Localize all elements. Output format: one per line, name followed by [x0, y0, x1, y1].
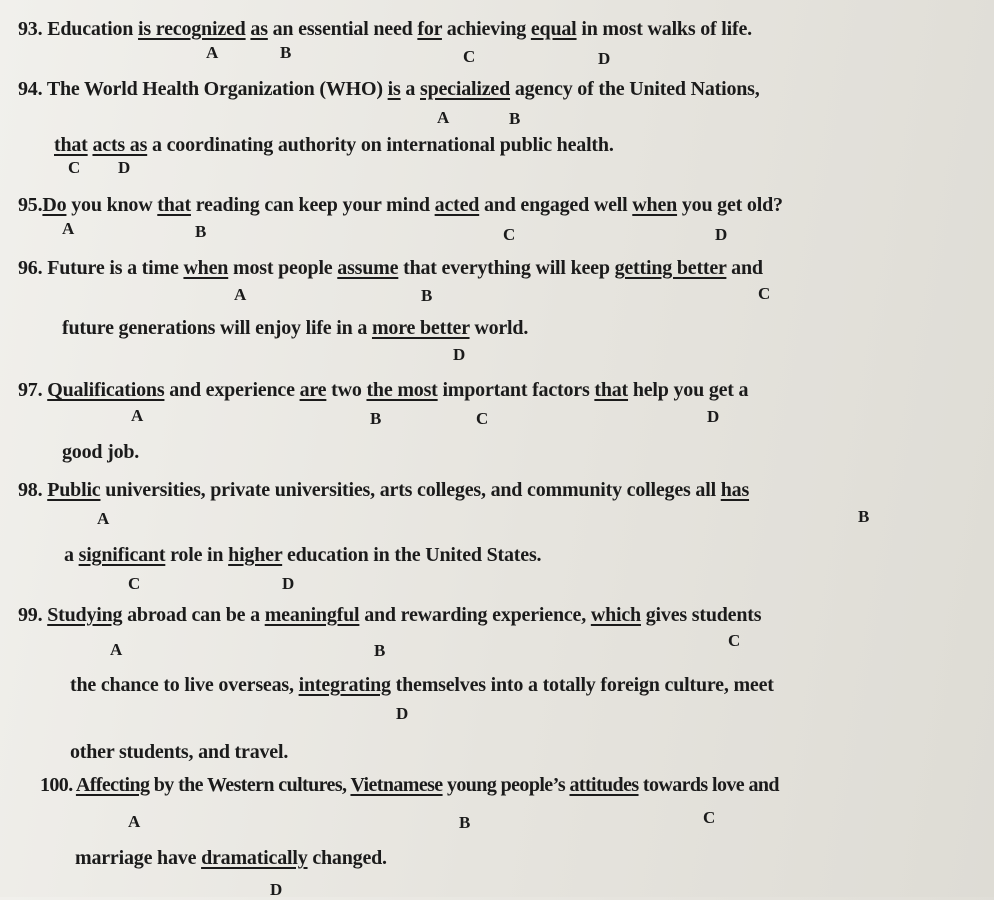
question-number: 100. [40, 774, 73, 796]
option-b-text: are [299, 379, 327, 401]
option-b-text: assume [337, 257, 399, 279]
option-c-text: that [54, 134, 88, 156]
label-d: D [118, 158, 131, 177]
label-b: B [858, 507, 870, 526]
label-d: D [715, 225, 728, 244]
option-d-text: more better [371, 317, 470, 339]
label-b: B [280, 43, 292, 62]
option-c-text: the most [366, 379, 438, 401]
question-96-line-2: future generations will enjoy life in a more better world. [62, 317, 529, 339]
label-a: A [128, 812, 141, 831]
question-number: 96. [18, 257, 43, 279]
label-c: C [128, 574, 141, 593]
label-c: C [758, 284, 771, 303]
option-a-text: when [183, 257, 229, 279]
question-98-line-1: 98. Public universities, private universities, arts colleges, and community colleges all has [18, 479, 750, 501]
label-b: B [374, 641, 386, 660]
option-c-text: which [590, 604, 641, 626]
option-b-text: meaningful [264, 604, 360, 626]
label-a: A [131, 406, 144, 425]
label-a: A [97, 509, 110, 528]
question-96-line-1: 96. Future is a time when most people assume that everything will keep getting better and [18, 257, 763, 279]
option-c-text: getting better [614, 257, 727, 279]
label-d: D [707, 407, 720, 426]
question-99-line-2: the chance to live overseas, integrating themselves into a totally foreign culture, meet [70, 674, 774, 696]
label-b: B [421, 286, 433, 305]
question-93-line-1: 93. Education is recognized as an essential need for achieving equal in most walks of life. [18, 18, 752, 40]
question-number: 94. [18, 78, 43, 100]
option-d-text: acts as [92, 134, 148, 156]
option-d-text: that [594, 379, 629, 401]
label-d: D [396, 704, 409, 723]
label-d: D [270, 880, 283, 899]
label-c: C [476, 409, 489, 428]
label-d: D [598, 49, 611, 68]
option-d-text: dramatically [201, 847, 308, 869]
label-d: D [282, 574, 295, 593]
question-97-line-2: good job. [62, 441, 140, 463]
label-a: A [110, 640, 123, 659]
option-a-text: Affecting [75, 774, 150, 796]
question-number: 99. [18, 604, 43, 626]
option-d-text: higher [228, 544, 283, 566]
option-b-text: as [250, 18, 268, 40]
label-c: C [728, 631, 741, 650]
label-b: B [370, 409, 382, 428]
option-a-text: Do [42, 194, 67, 216]
question-98-line-2: a significant role in higher education in the United States. [64, 544, 542, 566]
question-number: 97. [18, 379, 43, 401]
label-b: B [459, 813, 471, 832]
option-b-text: has [720, 479, 750, 501]
question-99-line-1: 99. Studying abroad can be a meaningful and rewarding experience, which gives students [18, 604, 762, 626]
option-c-text: attitudes [569, 774, 639, 796]
question-95-line-1: 95.Do you know that reading can keep your mind acted and engaged well when you get old? [18, 194, 783, 216]
label-c: C [68, 158, 81, 177]
option-a-text: is [387, 78, 401, 100]
option-b-text: that [157, 194, 191, 216]
label-c: C [703, 808, 716, 827]
question-97-line-1: 97. Qualifications and experience are two the most important factors that help you get a [18, 379, 749, 401]
option-a-text: Studying [47, 604, 123, 626]
option-c-text: for [417, 18, 442, 40]
question-number: 98. [18, 479, 43, 501]
question-99-line-3: other students, and travel. [70, 741, 289, 763]
label-b: B [509, 109, 521, 128]
question-100-line-2: marriage have dramatically changed. [75, 847, 387, 869]
option-d-text: equal [530, 18, 577, 40]
question-number: 93. [18, 18, 43, 40]
label-c: C [463, 47, 476, 66]
option-a-text: Public [47, 479, 101, 501]
label-a: A [62, 219, 75, 238]
option-d-text: integrating [298, 674, 391, 696]
label-d: D [453, 345, 466, 364]
option-a-text: is recognized [138, 18, 246, 40]
option-c-text: significant [78, 544, 166, 566]
option-b-text: Vietnamese [350, 774, 443, 796]
option-b-text: specialized [420, 78, 511, 100]
label-a: A [206, 43, 219, 62]
label-c: C [503, 225, 516, 244]
question-94-line-1: 94. The World Health Organization (WHO) is a specialized agency of the United Nations, [18, 78, 760, 100]
label-b: B [195, 222, 207, 241]
option-d-text: when [632, 194, 678, 216]
question-94-line-2: that acts as a coordinating authority on international public health. [54, 134, 614, 156]
label-a: A [234, 285, 247, 304]
option-a-text: Qualifications [47, 379, 165, 401]
question-100-line-1: 100. Affecting by the Western cultures, Vietnamese young people’s attitudes towards love and [40, 774, 779, 796]
question-number: 95. [18, 194, 43, 216]
label-a: A [437, 108, 450, 127]
option-c-text: acted [434, 194, 480, 216]
